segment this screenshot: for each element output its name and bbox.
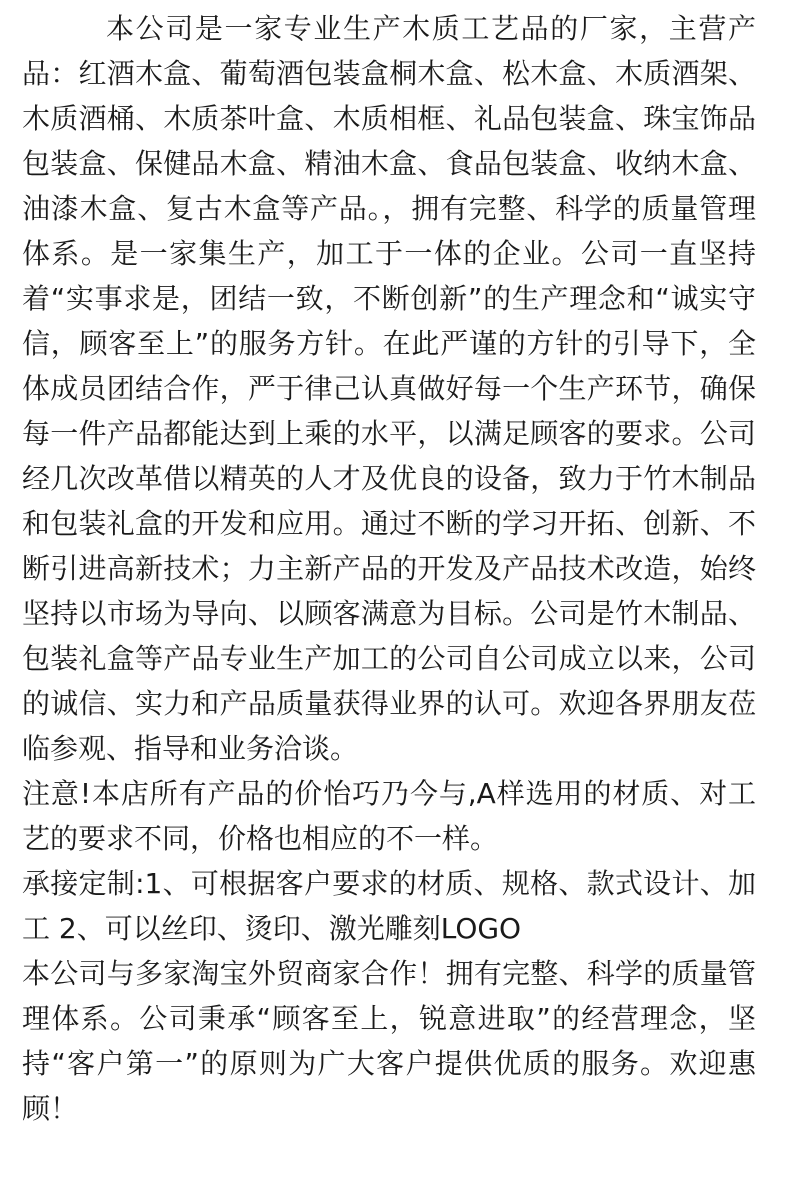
custom-order-paragraph: 承接定制:1、可根据客户要求的材质、规格、款式设计、加工 2、可以丝印、烫印、激光雕刻LOGO bbox=[22, 867, 756, 945]
company-intro-paragraph: 本公司是一家专业生产木质工艺品的厂家，主营产品：红酒木盒、葡萄酒包装盒桐木盒、松木盒、木质酒架、木质酒桶、木质茶叶盒、木质相框、礼品包装盒、珠宝饰品包装盒、保健品木盒、精油木盒、食品包装盒、收纳木盒、油漆木盒、复古木盒等产品。，拥有完整、科学的质量管理体系。是一家集生产，加工于一体的企业。公司一直坚持着“实事求是，团结一致，不断创新”的生产理念和“诚实守信，顾客至上”的服务方针。在此严谨的方针的引导下，全体成员团结合作，严于律己认真做好每一个生产环节，确保每一件产品都能达到上乘的水平，以满足顾客的要求。公司经几次改革借以精英的人才及优良的设备，致力于竹木制品和包装礼盒的开发和应用。通过不断的学习开拓、创新、不断引进高新技术；力主新产品的开发及产品技术改造，始终坚持以市场为导向、以顾客满意为目标。公司是竹木制品、包装礼盒等产品专业生产加工的公司自公司成立以来，公司的诚信、实力和产品质量获得业界的认可。欢迎各界朋友莅临参观、指导和业务洽谈。 bbox=[22, 12, 756, 765]
price-notice-paragraph: 注意!本店所有产品的价怡巧乃今与,A样选用的材质、对工艺的要求不同，价格也相应的不一样。 bbox=[22, 777, 756, 855]
cooperation-paragraph: 本公司与多家淘宝外贸商家合作！拥有完整、科学的质量管理体系。公司秉承“顾客至上，锐意进取”的经营理念，坚持“客户第一”的原则为广大客户提供优质的服务。欢迎惠顾！ bbox=[22, 957, 756, 1125]
